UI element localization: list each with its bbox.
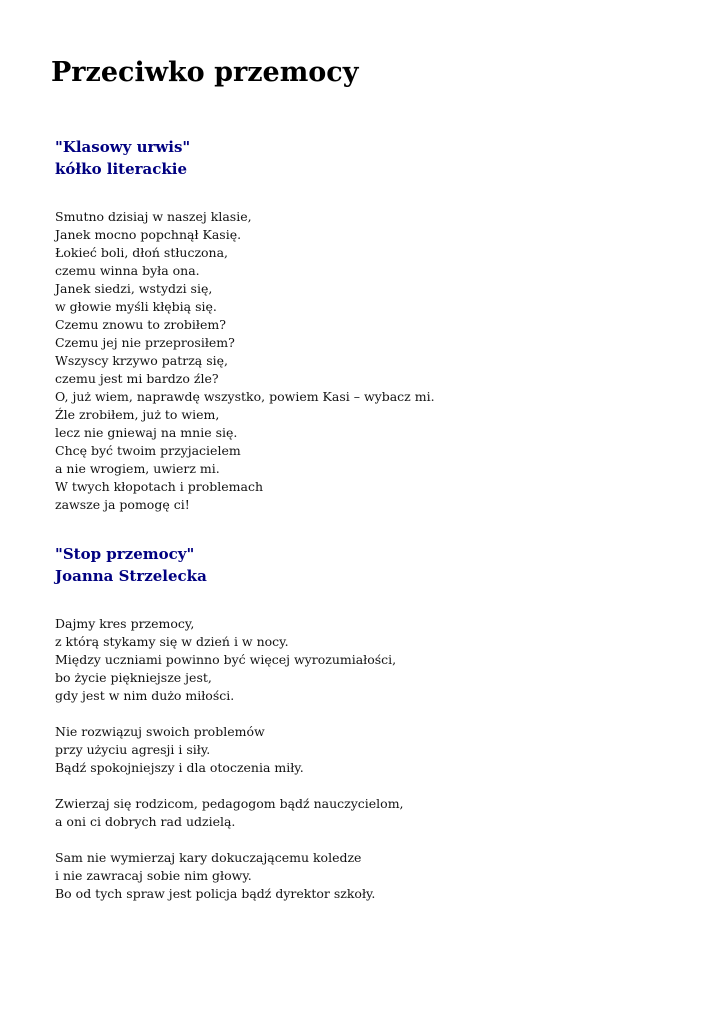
poem-line: Sam nie wymierzaj kary dokuczającemu koledze xyxy=(55,850,362,865)
poem-line: Czemu jej nie przeprosiłem? xyxy=(55,335,235,350)
poem-stanza xyxy=(55,849,695,903)
poem-body xyxy=(55,208,695,514)
poem-section-stop-przemocy xyxy=(55,543,695,903)
poem-line: Smutno dzisiaj w naszej klasie, xyxy=(55,209,252,224)
page-title: Przeciwko przemocy xyxy=(51,57,359,88)
poem-line: w głowie myśli kłębią się. xyxy=(55,299,217,314)
poem-line: zawsze ja pomogę ci! xyxy=(55,497,190,512)
poem-title: "Klasowy urwis" xyxy=(55,138,191,156)
poem-line: gdy jest w nim dużo miłości. xyxy=(55,688,235,703)
poem-stanza xyxy=(55,795,695,831)
poem-line: czemu jest mi bardzo źle? xyxy=(55,371,219,386)
poem-stanza xyxy=(55,615,695,705)
poem-title: "Stop przemocy" xyxy=(55,545,195,563)
poem-line: Bądź spokojniejszy i dla otoczenia miły. xyxy=(55,760,304,775)
poem-line: lecz nie gniewaj na mnie się. xyxy=(55,425,238,440)
poem-heading xyxy=(55,543,695,587)
poem-line: i nie zawracaj sobie nim głowy. xyxy=(55,868,252,883)
poem-body xyxy=(55,615,695,903)
poem-line: Nie rozwiązuj swoich problemów xyxy=(55,724,265,739)
poem-section-klasowy-urwis xyxy=(55,136,695,514)
poem-line: Chcę być twoim przyjacielem xyxy=(55,443,241,458)
poem-line: O, już wiem, naprawdę wszystko, powiem Kasi – wybacz mi. xyxy=(55,389,435,404)
poem-line: Bo od tych spraw jest policja bądź dyrektor szkoły. xyxy=(55,886,376,901)
poem-line: Wszyscy krzywo patrzą się, xyxy=(55,353,229,368)
poem-line: Źle zrobiłem, już to wiem, xyxy=(55,407,220,422)
poem-line: W twych kłopotach i problemach xyxy=(55,479,264,494)
poem-line: Między uczniami powinno być więcej wyrozumiałości, xyxy=(55,652,397,667)
poem-heading xyxy=(55,136,695,180)
poem-line: Zwierzaj się rodzicom, pedagogom bądź nauczycielom, xyxy=(55,796,404,811)
poem-line: z którą stykamy się w dzień i w nocy. xyxy=(55,634,289,649)
poem-line: Janek mocno popchnął Kasię. xyxy=(55,227,242,242)
poem-line: przy użyciu agresji i siły. xyxy=(55,742,211,757)
poem-line: Janek siedzi, wstydzi się, xyxy=(55,281,213,296)
poem-author: Joanna Strzelecka xyxy=(55,567,207,585)
poem-line: a oni ci dobrych rad udzielą. xyxy=(55,814,236,829)
poem-line: Dajmy kres przemocy, xyxy=(55,616,195,631)
poem-line: czemu winna była ona. xyxy=(55,263,200,278)
poem-line: Czemu znowu to zrobiłem? xyxy=(55,317,226,332)
poem-line: bo życie piękniejsze jest, xyxy=(55,670,212,685)
poem-author: kółko literackie xyxy=(55,160,188,178)
poem-stanza xyxy=(55,723,695,777)
poem-line: Łokieć boli, dłoń stłuczona, xyxy=(55,245,229,260)
poem-line: a nie wrogiem, uwierz mi. xyxy=(55,461,220,476)
